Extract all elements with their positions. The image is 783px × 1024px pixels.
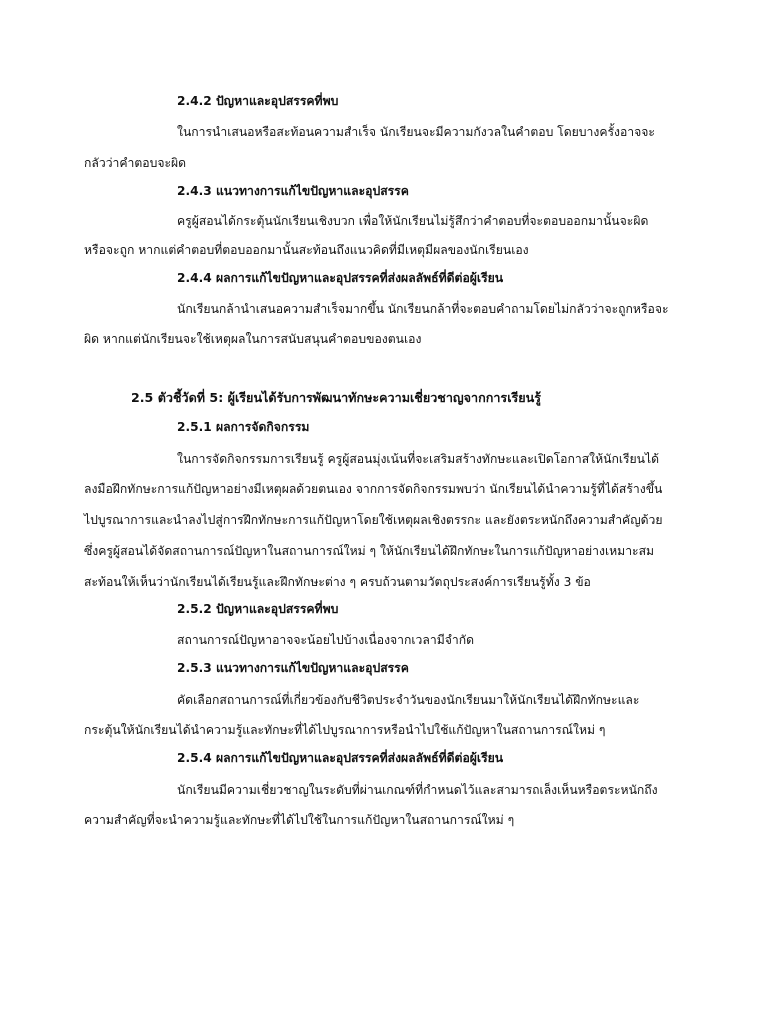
paragraph-line: ครูผู้สอนได้กระตุ้นนักเรียนเชิงบวก เพื่อให้นักเรียนไม่รู้สึกว่าคำตอบที่จะตอบออกมานั้นจะผิด: [177, 214, 649, 228]
heading-2-5: 2.5 ตัวชี้วัดที่ 5: ผู้เรียนได้รับการพัฒนาทักษะความเชี่ยวชาญจากการเรียนรู้: [131, 390, 542, 405]
paragraph-line: ลงมือฝึกทักษะการแก้ปัญหาอย่างมีเหตุผลด้วยตนเอง จากการจัดกิจกรรมพบว่า นักเรียนได้นำความรู้ที่ได้สร้างขึ้น: [84, 482, 663, 496]
heading-2-5-2: 2.5.2 ปัญหาและอุปสรรคที่พบ: [177, 602, 339, 616]
paragraph-line: ในการนำเสนอหรือสะท้อนความสำเร็จ นักเรียนจะมีความกังวลในคำตอบ โดยบางครั้งอาจจะ: [177, 125, 655, 139]
paragraph-line: สะท้อนให้เห็นว่านักเรียนได้เรียนรู้และฝึกทักษะต่าง ๆ ครบถ้วนตามวัตถุประสงค์การเรียนรู้ทั้ง 3 ข้อ: [84, 575, 591, 589]
paragraph-line: ผิด หากแต่นักเรียนจะใช้เหตุผลในการสนับสนุนคำตอบของตนเอง: [84, 332, 422, 346]
paragraph-line: ซึ่งครูผู้สอนได้จัดสถานการณ์ปัญหาในสถานการณ์ใหม่ ๆ ให้นักเรียนได้ฝึกทักษะในการแก้ปัญหาอย่างเหมาะสม: [84, 544, 655, 558]
paragraph-line: หรือจะถูก หากแต่คำตอบที่ตอบออกมานั้นสะท้อนถึงแนวคิดที่มีเหตุมีผลของนักเรียนเอง: [84, 243, 529, 257]
paragraph-line: กลัวว่าคำตอบจะผิด: [84, 156, 187, 170]
paragraph-line: นักเรียนมีความเชี่ยวชาญในระดับที่ผ่านเกณฑ์ที่กำหนดไว้และสามารถเล็งเห็นหรือตระหนักถึง: [177, 783, 658, 797]
heading-2-5-1: 2.5.1 ผลการจัดกิจกรรม: [177, 420, 310, 434]
paragraph-line: ในการจัดกิจกรรมการเรียนรู้ ครูผู้สอนมุ่งเน้นที่จะเสริมสร้างทักษะและเปิดโอกาสให้นักเรียนได้: [177, 452, 660, 466]
paragraph-line: ไปบูรณาการและนำลงไปสู่การฝึกทักษะการแก้ปัญหาโดยใช้เหตุผลเชิงตรรกะ และยังตระหนักถึงความสำคัญด้วย: [84, 513, 663, 527]
paragraph-line: คัดเลือกสถานการณ์ที่เกี่ยวข้องกับชีวิตประจำวันของนักเรียนมาให้นักเรียนได้ฝึกทักษะและ: [177, 693, 640, 707]
paragraph-line: ความสำคัญที่จะนำความรู้และทักษะที่ได้ไปใช้ในการแก้ปัญหาในสถานการณ์ใหม่ ๆ: [84, 813, 515, 827]
heading-2-5-4: 2.5.4 ผลการแก้ไขปัญหาและอุปสรรคที่ส่งผลลัพธ์ที่ดีต่อผู้เรียน: [177, 751, 504, 765]
paragraph-line: กระตุ้นให้นักเรียนได้นำความรู้และทักษะที่ได้ไปบูรณาการหรือนำไปใช้แก้ปัญหาในสถานการณ์ใหม่ ๆ: [84, 723, 606, 737]
heading-2-4-4: 2.4.4 ผลการแก้ไขปัญหาและอุปสรรคที่ส่งผลลัพธ์ที่ดีต่อผู้เรียน: [177, 271, 504, 285]
paragraph-line: สถานการณ์ปัญหาอาจจะน้อยไปบ้างเนื่องจากเวลามีจำกัด: [177, 633, 475, 647]
heading-2-4-3: 2.4.3 แนวทางการแก้ไขปัญหาและอุปสรรค: [177, 184, 409, 198]
heading-2-5-3: 2.5.3 แนวทางการแก้ไขปัญหาและอุปสรรค: [177, 661, 409, 675]
heading-2-4-2: 2.4.2 ปัญหาและอุปสรรคที่พบ: [177, 94, 339, 108]
paragraph-line: นักเรียนกล้านำเสนอความสำเร็จมากขึ้น นักเรียนกล้าที่จะตอบคำถามโดยไม่กลัวว่าจะถูกหรือจะ: [177, 302, 669, 316]
